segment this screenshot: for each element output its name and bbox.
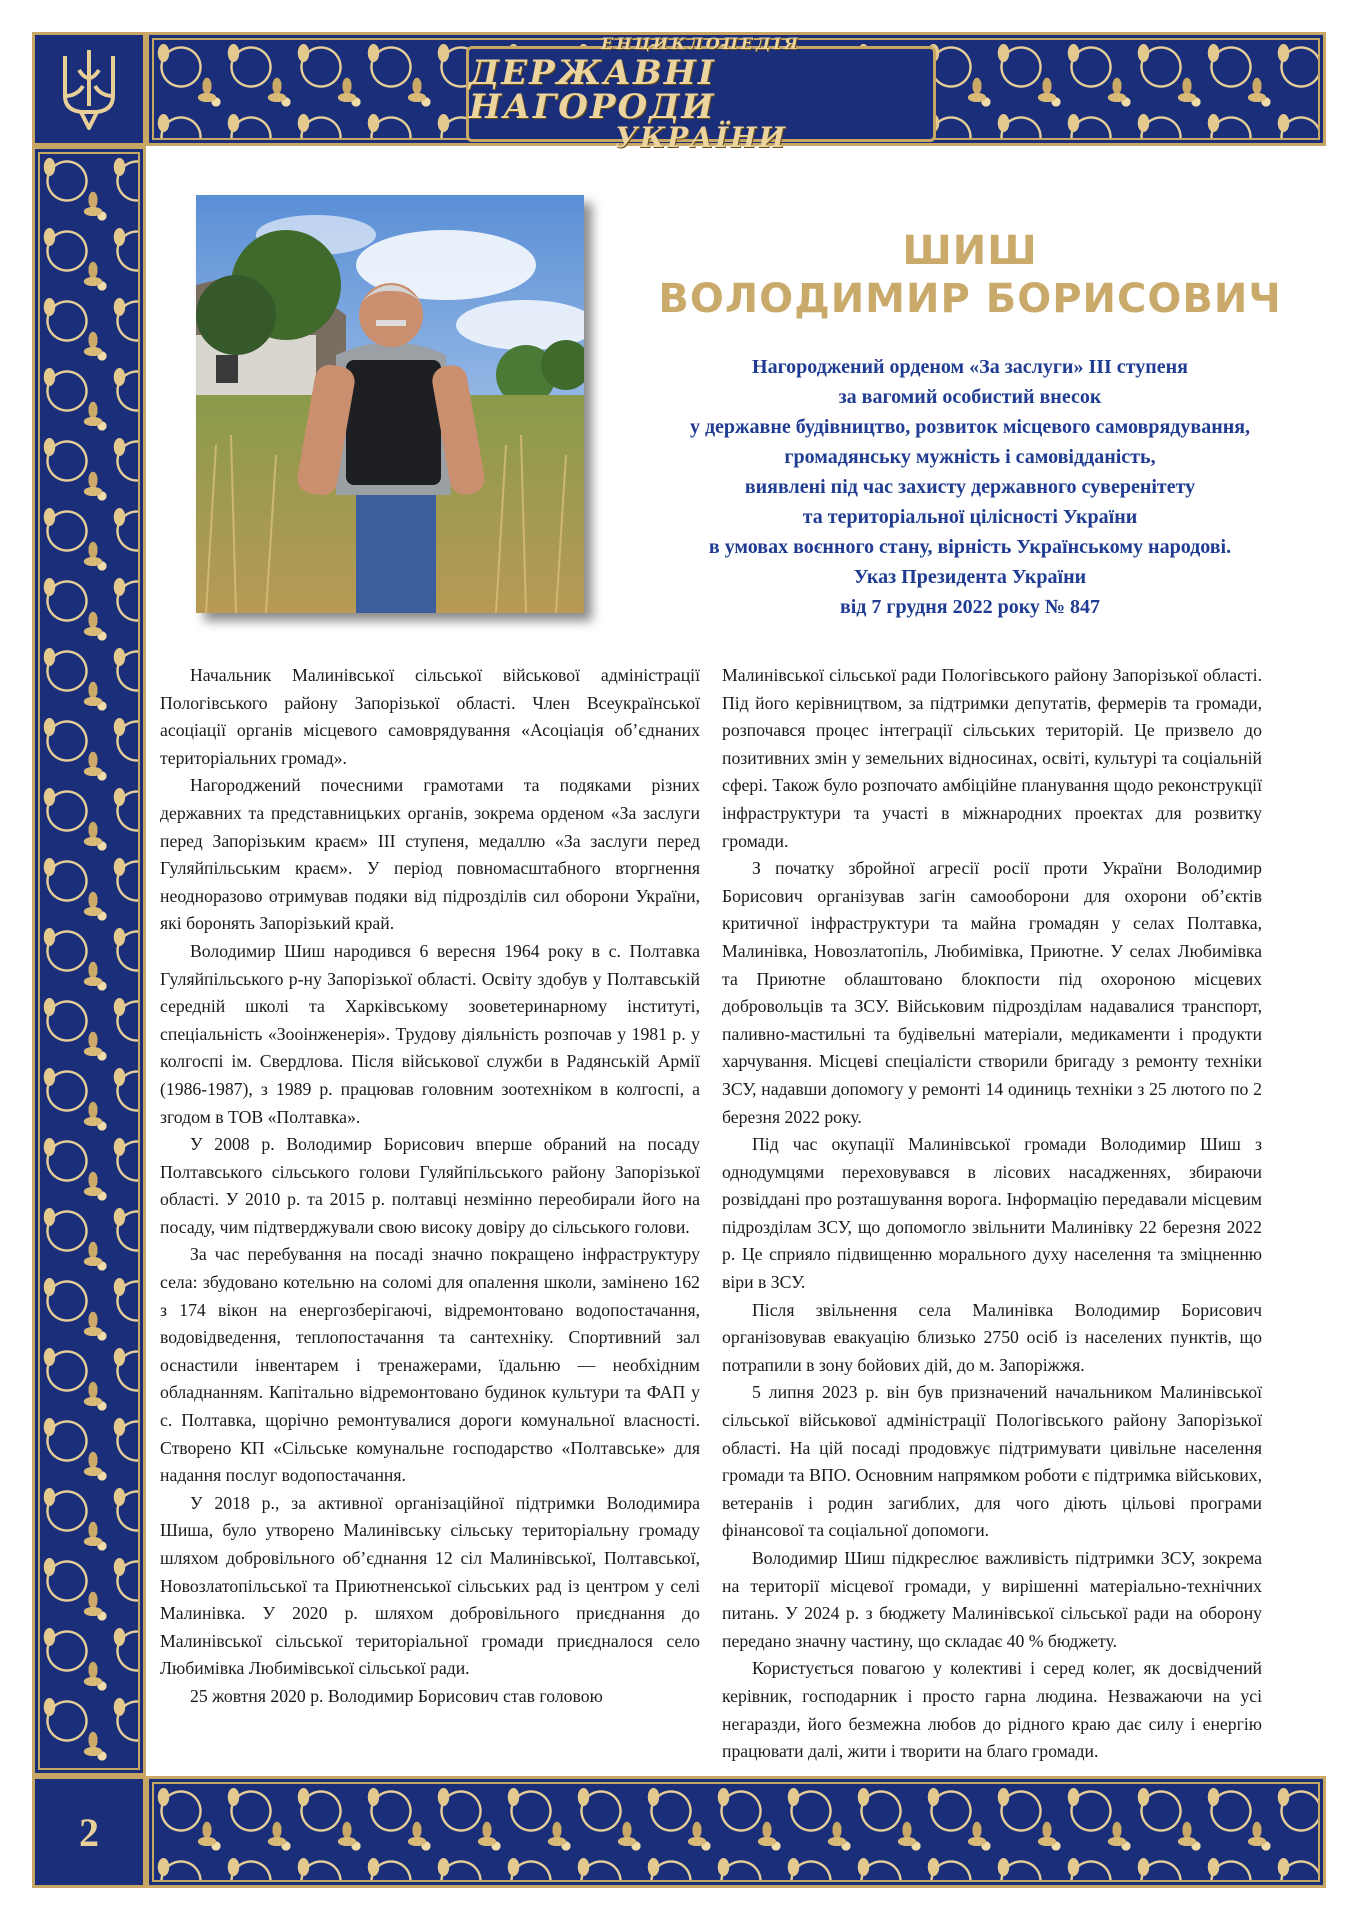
paragraph: Володимир Шиш підкреслює важливість підтримки ЗСУ, зокрема на території місцевої громади, у вирішенні матеріально-технічних питань. У 2024 р. з бюджету Малинівської сільської ради на оборону передано значну частину, що складає 40 % бюджету. bbox=[722, 1548, 1262, 1651]
award-line: від 7 грудня 2022 року № 847 bbox=[839, 596, 1101, 618]
page-number: 2 bbox=[79, 1809, 99, 1855]
paragraph: У 2008 р. Володимир Борисович вперше обраний на посаду Полтавського сільського голови Гуляйпільського району Запорізької області. У 2010 р. та 2015 р. полтавці незмінно переобирали його на посаду, чим підтверджували свою високу довіру до сільського голови. bbox=[160, 1134, 700, 1237]
award-line: в умовах воєнного стану, вірність Українському народові. bbox=[708, 536, 1232, 558]
paragraph: 25 жовтня 2020 р. Володимир Борисович став головою bbox=[190, 1685, 603, 1706]
encyclopedia-header bbox=[466, 34, 936, 154]
paragraph: Малинівської сільської ради Пологівського району Запорізької області. Під його керівництвом, за підтримки депутатів, фермерів та громади, розпочався процес інтеграції сільських територій. Це призвело до позитивних змін у земельних відносинах, освіті, культурі та соціальній сфері. Також було розпочато амбіційне планування щодо реконструкції інфраструктури та участі в міжнародних проектах для розвитку громади. bbox=[722, 665, 1262, 851]
paragraph: Начальник Малинівської сільської військової адміністрації Пологівського району Запорізької області. Член Всеукраїнської асоціації органів місцевого самоврядування «Асоціація об’єднаних територіальних громад». bbox=[160, 665, 700, 768]
award-line: та територіальної цілісності України bbox=[802, 506, 1138, 528]
trident-icon bbox=[59, 46, 119, 132]
body-column-left bbox=[160, 662, 700, 1711]
body-column-right bbox=[722, 662, 1262, 1766]
person-given-names: ВОЛОДИМИР БОРИСОВИЧ bbox=[658, 276, 1282, 322]
ornamental-border-bottom bbox=[146, 1776, 1326, 1888]
award-line: Указ Президента України bbox=[853, 566, 1087, 588]
paragraph: Володимир Шиш народився 6 вересня 1964 року в с. Полтавка Гуляйпільського р-ну Запорізької області. Освіту здобув у Полтавській середній школі та Харківському зооветеринарному інституті, спеціальність «Зооінженерія». Трудову діяльність розпочав у 1981 р. у колгоспі ім. Свердлова. Після військової служби в Радянській Армії (1986-1987), з 1989 р. працював головним зоотехніком в колгоспі, а згодом в ТОВ «Полтавка». bbox=[160, 940, 700, 1127]
paragraph: З початку збройної агресії росії проти України Володимир Борисович організував загін самооборони для охорони об’єктів критичної інфраструктури та майна громадян у селах Полтавка, Малинівка, Новозлатопіль, Любимівка, Приютне. У селах Любимівка та Приютне облаштовано блокпости під охороною місцевих добровольців та ЗСУ. Військовим підрозділам надавалися транспорт, паливно-мастильні та будівельні матеріали, медикаменти і продукти харчування. Місцеві спеціалісти створили бригаду з ремонту техніки ЗСУ, надавши допомогу у ремонті 14 одиниць техніки з 25 лютого по 2 березня 2022 року. bbox=[722, 858, 1262, 1127]
paragraph: У 2018 р., за активної організаційної підтримки Володимира Шиша, було утворено Малинівську сільську територіальну громаду шляхом добровільного об’єднання 12 сіл Малинівської, Полтавської, Новозлатопільської та Приютненської сільських рад із центром у селі Малинівка. У 2020 р. шляхом добровільного приєднання до Малинівської сільської територіальної громади приєдналося село Любимівка Любимівської сільської ради. bbox=[160, 1492, 700, 1679]
portrait-photo bbox=[196, 195, 584, 613]
paragraph: За час перебування на посаді значно покращено інфраструктуру села: збудовано котельню на соломі для опалення школи, замінено 162 з 174 вікон на енергозберігаючі, відремонтовано водопостачання, водовідведення, теплопостачання та сантехніку. Спортивний зал оснастили інвентарем і тренажерами, їдальню — необхідним обладнанням. Капітально відремонтовано будинок культури та ФАП у с. Полтавка, щорічно ремонтувалися дороги комунальної власності. Створено КП «Сільське комунальне господарство «Полтавське» для надання послуг водопостачання. bbox=[160, 1244, 700, 1486]
award-line: виявлені під час захисту державного суверенітету bbox=[744, 476, 1196, 498]
header-subtitle: ЕНЦИКЛОПЕДІЯ bbox=[601, 34, 801, 53]
award-line: громадянську мужність і самовідданість, bbox=[784, 446, 1156, 468]
header-title: ДЕРЖАВНІ НАГОРОДИ bbox=[469, 53, 716, 127]
header-title-line2: УКРАЇНИ bbox=[614, 121, 788, 154]
paragraph: Користується повагою у колективі і серед колег, як досвідчений керівник, господарник і просто гарна людина. Незважаючи на усі негаразди, його безмежна любов до рідного краю дає силу і енергію працювати далі, жити і творити на благо громади. bbox=[722, 1658, 1262, 1762]
award-citation bbox=[600, 352, 1340, 622]
paragraph: 5 липня 2023 р. він був призначений начальником Малинівської сільської військової адміністрації Пологівського району Запорізької області. На цій посаді продовжує підтримувати цивільне населення громади та ВПО. Основним напрямком роботи є підтримка військових, ветеранів і родин загиблих, для чого діють цільові програми фінансової та соціальної допомоги. bbox=[722, 1382, 1262, 1541]
trident-emblem bbox=[32, 32, 146, 146]
person-surname: ШИШ bbox=[902, 228, 1038, 274]
paragraph: Після звільнення села Малинівка Володимир Борисович організовував евакуацію близько 2750 осіб із населених пунктів, що потрапили в зону бойових дій, до м. Запоріжжя. bbox=[722, 1299, 1262, 1375]
award-line: за вагомий особистий внесок bbox=[838, 386, 1102, 408]
ornamental-border-left bbox=[32, 146, 146, 1776]
page-number-box bbox=[32, 1776, 146, 1888]
paragraph: Нагороджений почесними грамотами та подяками різних державних та представницьких органів, зокрема орденом «За заслуги перед Запорізьким краєм» III ступеня, медаллю «За заслуги перед Гуляйпільським краєм». У період повномасштабного вторгнення неодноразово отримував подяки від підрозділів сил оборони України, які боронять Запорізький край. bbox=[160, 775, 700, 934]
award-line: у державне будівництво, розвиток місцевого самоврядування, bbox=[689, 416, 1251, 438]
award-line: Нагороджений орденом «За заслуги» III ступеня bbox=[752, 356, 1188, 378]
paragraph: Під час окупації Малинівської громади Володимир Шиш з однодумцями переховувався в лісових насадженнях, збираючи розвіддані про розташування ворога. Інформацію передавали місцевим підрозділам ЗСУ, що допомогло звільнити Малинівку 22 березня 2022 р. Це сприяло підвищенню морального духу населення та зміцненню віри в ЗСУ. bbox=[722, 1134, 1262, 1293]
